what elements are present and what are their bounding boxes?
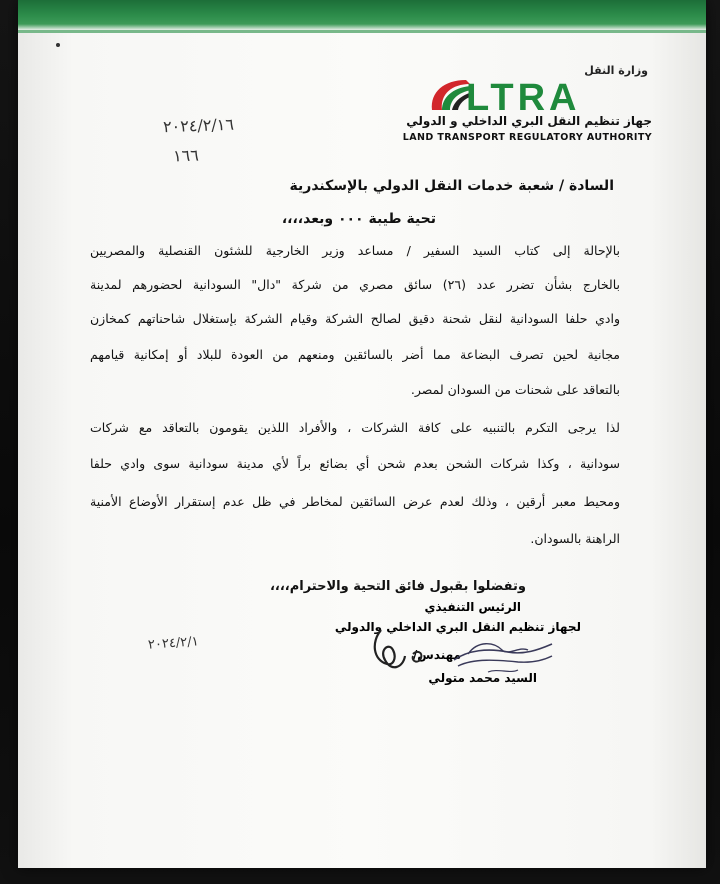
body-line: مجانية لحين تصرف البضاعة مما أضر بالسائقين ومنعهم من العودة للبلاد أو إمكانية قيامهم — [90, 347, 620, 362]
ltra-logo-mark-icon — [426, 74, 650, 116]
handwritten-date: ٢٠٢٤/٢/١ — [147, 634, 200, 653]
greeting: تحية طيبة ٠٠٠ وبعد،،،، — [281, 211, 436, 227]
signatory-organization: لجهاز تنظيم النقل البري الداخلي والدولي — [334, 620, 581, 634]
signature-scribble-icon — [363, 620, 443, 680]
body-line: بالإحالة إلى كتاب السيد السفير / مساعد وزير الخارجية للشئون القنصلية والمصريين — [90, 243, 620, 258]
body-line: بالتعاقد على شحنات من السودان لمصر. — [410, 382, 620, 397]
body-line: بالخارج بشأن تضرر عدد (٢٦) سائق مصري من شركة "دال" السودانية لحضورهم لمدينة — [90, 277, 620, 292]
body-line: الراهنة بالسودان. — [530, 531, 620, 546]
ltra-logo — [402, 64, 656, 154]
body-line: لذا يرجى التكرم بالتنبيه على كافة الشركات ، والأفراد اللذين يقومون بالتعاقد مع شركات — [90, 420, 620, 435]
letter-page — [18, 0, 706, 868]
body-line: وادي حلفا السودانية لنقل شحنة دقيق لصالح الشركة وقيام الشركة بإستغلال شاحناتهم كمخازن — [90, 311, 620, 326]
authority-english: LAND TRANSPORT REGULATORY AUTHORITY — [402, 132, 652, 143]
body-line: ومحيط معبر أرقين ، وذلك لعدم عرض السائقين لمخاطر في ظل عدم إستقرار الأوضاع الأمنية — [90, 494, 620, 509]
authority-arabic: جهاز تنظيم النقل البري الداخلي و الدولي — [406, 114, 652, 128]
reference-date: ٢٠٢٤/٢/١٦ — [162, 114, 235, 137]
signatory-title: الرئيس التنفيذي — [424, 600, 521, 614]
top-green-band — [18, 0, 706, 30]
logo-letters: LTRA — [466, 77, 581, 116]
addressee: السادة / شعبة خدمات النقل الدولي بالإسكندرية — [289, 178, 614, 194]
body-line: سودانية ، وكذا شركات الشحن بعدم شحن أي بضائع براً لأي مدينة سودانية سوى وادي حلفا — [90, 456, 620, 471]
ministry-label: وزارة النقل — [584, 64, 648, 77]
signatory-name: السيد محمد متولي — [428, 671, 537, 685]
top-green-line — [18, 30, 706, 33]
reference-number: ١٦٦ — [172, 145, 200, 166]
engineer-prefix: مهندس/ — [412, 648, 461, 662]
stamp-signature-icon — [448, 630, 558, 685]
closing: وتفضلوا بقبول فائق التحية والاحترام،،،، — [269, 579, 526, 594]
paper-mark — [56, 43, 60, 47]
